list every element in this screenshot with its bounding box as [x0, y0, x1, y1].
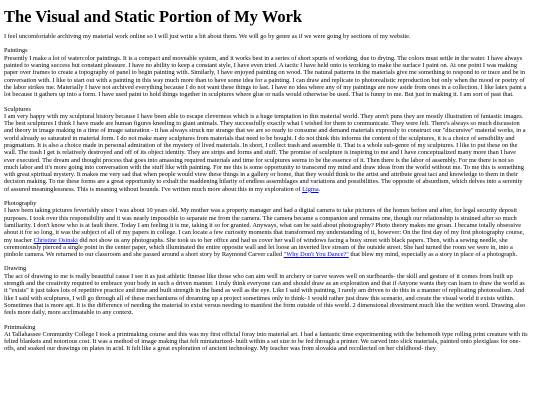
photography-heading: Photography	[4, 200, 37, 208]
paintings-text: Presently I make a lot of watercolor paintings. It is a compact and moveable system, and it works best in a series of short spurts of working, due to drying. The colors must settle in the water. I have always painted to waning success but constant pleasure. I have no ability to keep a constant style, I have even tried. A tactic I have held onto is working to make the surface I paint on. At one point I was making paper over frames to create a topography of panel to begin painting with. Similarly, I have enjoyed painting on wood. The natural patterns in the materials give me something to respond to or trace and be in conversation with. I like to start out with a painting in this way much more than to have some idea for a painting. I can draw and replicate to photorealistic reproduction but only when the mood or poetry of the labor strikes me. Materially I have not archived everything because I do not want these things to last. I have no idea where any of my paintings are now aside from ones in a collection. I like latex paint a lot because it gathers up into a form. I have used paint to hold things together in sculptures where glue or nails would otherwise be used. That is funny to me. But just in making it. I am sort of past that.	[4, 54, 527, 99]
paintings-heading: Paintings	[4, 47, 28, 55]
sculptures-text-end: .	[318, 185, 321, 193]
drawing-heading: Drawing	[4, 265, 27, 273]
sculptures-text: I am very happy with my sculptural history because I have been able to escape cleverness which is a huge temptation in this material world. They aren't puns they are mostly illustration of fantastic images. The best sculptures I think I have made are human figures kneeling to giant animals. They successfully exactly what I wished for them to communicate. They were felt. There's always so much discussion and theory in image making in a time of image saturation - it has always struck me strange that we are so ready to consume and demand materials expressly to construct our "discursive" material works, in a world already so saturated in material form. I do not make many sculptures from materials that need to be bought. I do not think this informs the content of the sculptures, it is a choice of sensibility and pragmatism. It is also a choice made in personal admiration of the mystery of lived materials. In short, I collect trash and assemble it. That is a whole sub-genre of my sculptures. I like to put these on the wall. The trash I get is relatively destroyed and off of its object identity. They are strips and forms and stuff. The promise of sculpture is inspiring to me and I have conceptualized many more than I have ever executed. The dream and thought process that goes into amassing required materials and time for sculptures seems to be the essence of it. Then there is the labor of assembly. For me there is not so much labor and it's more going into conversation with the stuff like with painting. For me this is some opportunity to transcend my mind and draw ideas from the world without me. To me this is something with great spiritual mystery. It makes me very sad that when people would view these things in a gallery or home, that they would think to the artist and attribute great tact and knowledge to them in their decision making. To me these forms are a great opportunity to exhalt the maddening hilarity of endless assemblages and variations and possibilities. The opposite of absurdism, which delves into a serenity of assured meaninglessness. This is meaning without bounds. I've written much more about this in my exploration of	[4, 112, 526, 193]
photography-text-2: did not show us any photographs. She took us to her office and had us cover her wall of windows facing a busy street with black papers. Then, with a sewing needle, she ceremoniously pierced a single point in the center paper, which illuminated the entire opposite wall and let loose an inverted live stream of the outside street. She had turned the room we were in, into a pinhole camera. We returned to our classroom and she passed around a short story by Raymond Carver called	[4, 236, 513, 259]
printmaking-section	[4, 324, 528, 353]
page-title: The Visual and Static Portion of My Work	[4, 7, 303, 26]
sculptures-section	[4, 106, 528, 194]
paintings-section	[4, 47, 528, 98]
photography-text-1: I have been taking pictures feverishly since I was about 10 years old. My mother was a property manager and had a digital camera to take pictures of the homes before and after, for legal security deposit purposes. I took over this responsibility and it was nearly impossible to separate me from the camera. The camera became a companion and remains one, though our relationship is strained after so much familiarity. I don't know who is at fault there. Today I am feeling it is me, taking it so for granted. Anyways, what can be said about photography? Photo theory makes me groan. I became totally obsessive about it for so long, it was the subject of all of my papers in college. I can locate a few curiosity moments that transformed my understanding of it, however: On the first day of my first photography course, my teacher	[4, 207, 525, 244]
christine-osinski-link[interactable]: Christine Osinski	[33, 236, 78, 244]
photography-section	[4, 200, 528, 258]
printmaking-text: At Tallahassee Community College I took a printmaking course and this was my first official foray into material art. I had a fantastic time experimenting with the behemoth type rolling print creature with its felted blankets and notorious cost. It was a method of image making that felt miniaturized- built within a set size to be fed through a printer. We carved into slick materials, painted onto plexiglass for one-offs, and soaked our drawings on plates in acid. It felt like a great exploration of ancient technology. My teacher was from slovakia and recollected on her childhood- they	[4, 330, 528, 353]
why-dont-you-dance-link[interactable]: "Why Don't You Dance?"	[283, 251, 349, 259]
drawing-section	[4, 265, 528, 316]
ligma-link[interactable]: Ligma	[302, 185, 319, 193]
printmaking-heading: Printmaking	[4, 323, 36, 331]
photography-text-3: that blew my mind, especially as a story in place of a photograph.	[350, 251, 518, 259]
drawing-text: The act of drawing to me is really beautiful cause I see it as just athletic finesse like those who can aim well in archery or carve waves well on surfboards- the skill and gesture of it comes from built up strength and the creativity required to embrace your body in such a driven manner. I truly think everyone can and should draw as an exploration and that if Anyone wants they can learn to draw the world as it "exists" it just takes lots of repetitive practice and time and built strength in the hand as well as the eye. Like I said with painting, I rarely am driven to do this in a manner of replicating photorealism. And like I said with sculptures, I will go through all of these mechanisms of dreaming up a project sometimes only to think- I would rather just draw this scenario, and create the visual world it exists within. Sometimes that is more apt. It is the difference of needing the material to exist versus needing to manifest the form outside of this world. 2 dimensional divestment much like the written word. Drawing also feels more daily, more acclimatable to any context.	[4, 272, 526, 317]
sculptures-heading: Sculptures	[4, 105, 31, 113]
intro-paragraph: I feel uncomfortable archiving my material work online so I will just write a bit about them. We will go by genre as if we were going by sections of my website.	[4, 33, 411, 41]
